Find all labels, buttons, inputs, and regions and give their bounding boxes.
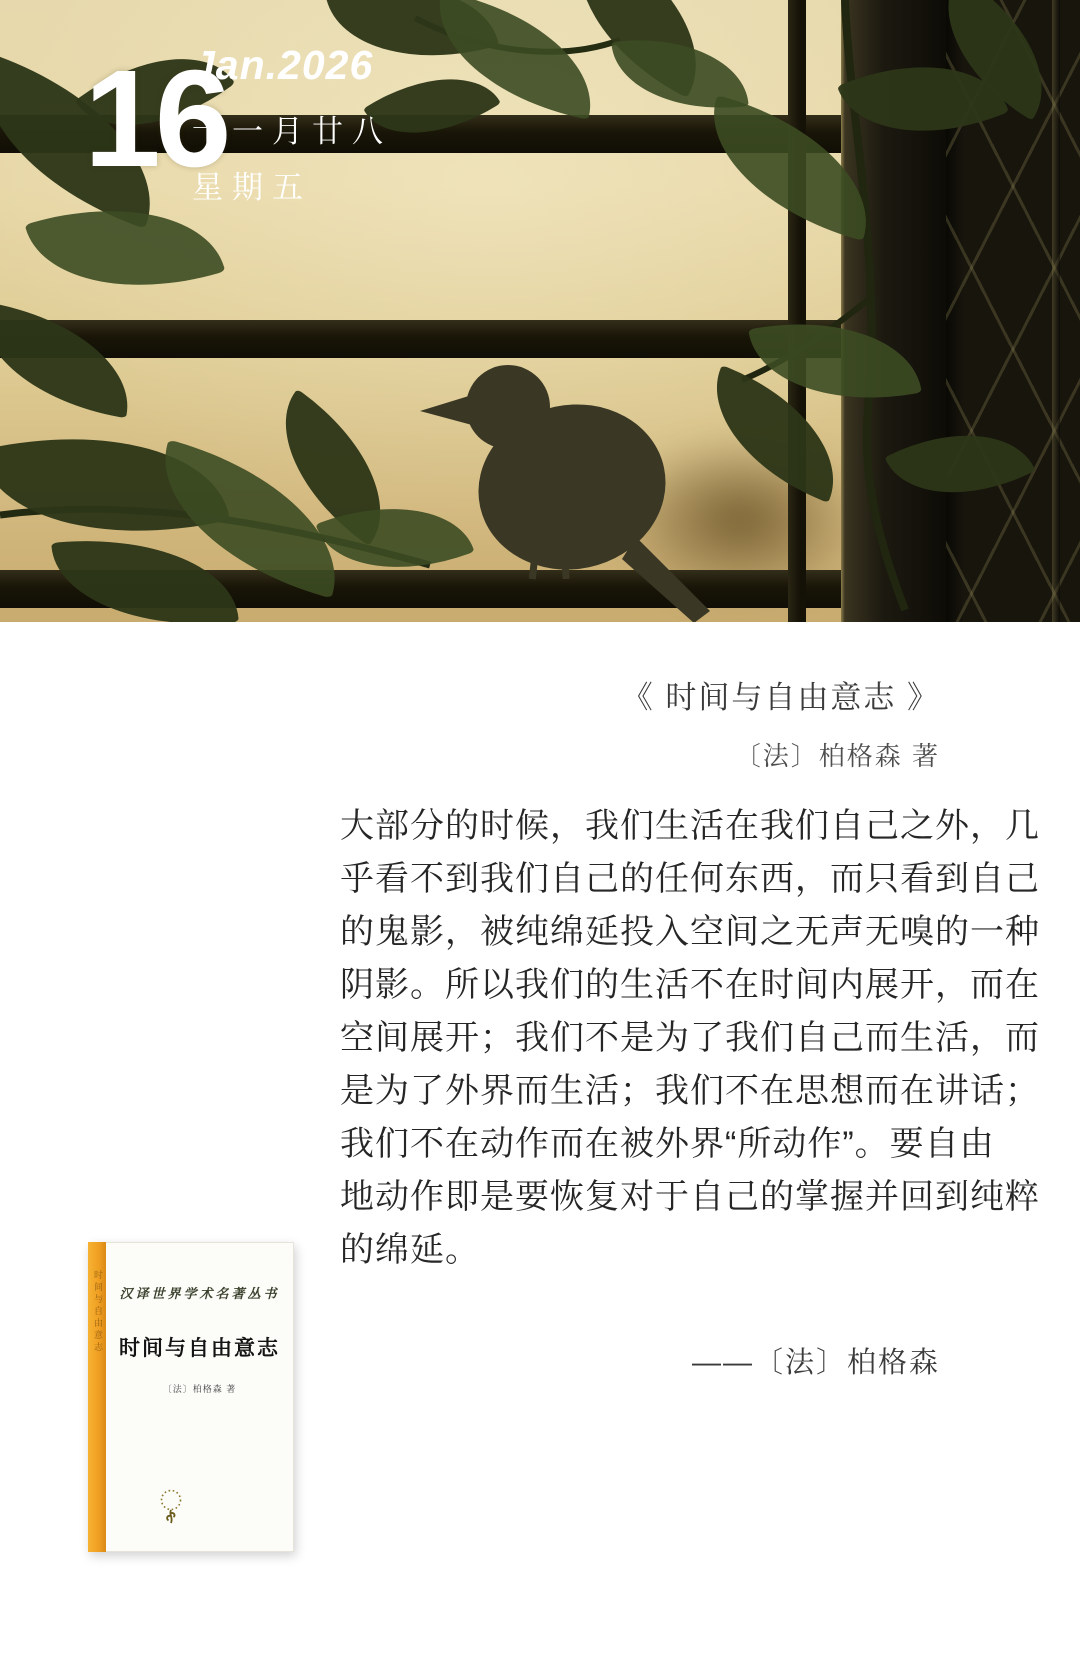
book-spine-title: 时间与自由意志 xyxy=(93,1270,103,1354)
quote-line: 大部分的时候，我们生活在我们自己之外，几 xyxy=(340,807,1040,845)
quote-line: 的鬼影，被纯绵延投入空间之无声无嗅的一种 xyxy=(340,913,1040,951)
commercial-press-sprout-logo-icon xyxy=(158,1489,184,1529)
quote-line: 我们不在动作而在被外界“所动作”。要自由 xyxy=(340,1125,995,1163)
bird-silhouette xyxy=(410,345,730,622)
quote-line: 是为了外界而生活；我们不在思想而在讲话； xyxy=(340,1072,1040,1110)
book-spine xyxy=(88,1242,106,1552)
day-number: 16 xyxy=(84,42,226,196)
book-series-calligraphy: 汉译世界学术名著丛书 xyxy=(119,1286,280,1301)
quote-attribution: ——〔法〕柏格森 xyxy=(691,1347,940,1379)
month-label: Jan.2026 xyxy=(192,42,374,88)
book-cover xyxy=(88,1242,294,1552)
quote-paragraph xyxy=(340,800,1040,1277)
quote-line: 的绵延。 xyxy=(340,1231,480,1269)
quote-line: 阴影。所以我们的生活不在时间内展开，而在 xyxy=(340,966,1040,1004)
book-front-cover xyxy=(106,1242,294,1552)
quote-line: 空间展开；我们不是为了我们自己而生活，而 xyxy=(340,1019,1040,1057)
book-cover-title: 时间与自由意志 xyxy=(119,1336,280,1360)
window-bird-photo xyxy=(0,0,1080,622)
weekday-label: 星期五 xyxy=(192,170,312,205)
quote-line: 乎看不到我们自己的任何东西，而只看到自己 xyxy=(340,860,1040,898)
quoted-book-title: 《 时间与自由意志 》 xyxy=(621,680,940,715)
lunar-date-label: 十一月廿八 xyxy=(192,114,392,149)
quoted-book-author: 〔法〕柏格森 著 xyxy=(734,741,940,771)
book-cover-author: 〔法〕柏格森 著 xyxy=(162,1384,237,1394)
quote-line: 地动作即是要恢复对于自己的掌握并回到纯粹 xyxy=(340,1178,1040,1216)
